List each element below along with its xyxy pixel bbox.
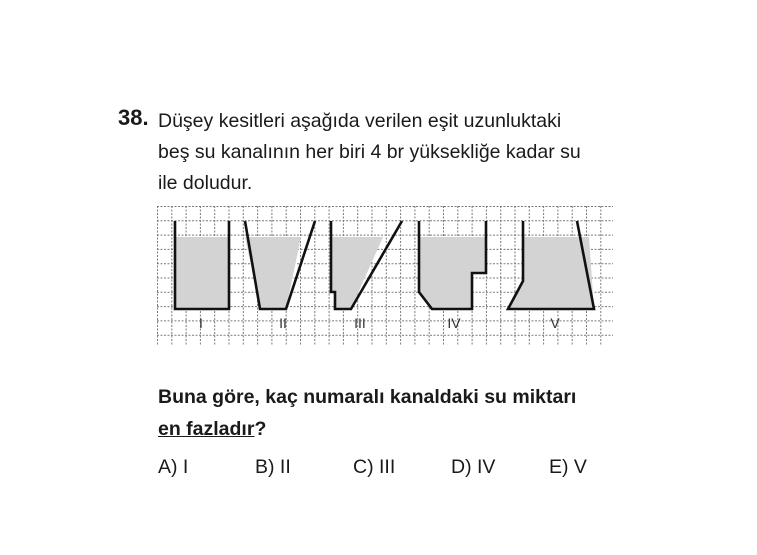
channel-grid-svg xyxy=(157,206,613,346)
prompt-line-2 xyxy=(158,413,576,445)
channel-label-2: II xyxy=(279,315,287,331)
choice-d-letter: D) xyxy=(451,456,472,478)
channel-cross-sections-figure xyxy=(157,206,613,351)
question-prompt xyxy=(158,381,576,445)
water-fills xyxy=(175,237,594,309)
choice-a[interactable] xyxy=(158,456,188,479)
channel-labels xyxy=(199,315,560,331)
choice-d-text: IV xyxy=(477,456,496,478)
choice-e-letter: E) xyxy=(549,456,569,478)
choice-b-letter: B) xyxy=(255,456,275,478)
choice-b[interactable] xyxy=(255,456,291,479)
prompt-line-1: Buna göre, kaç numaralı kanaldaki su miktarı xyxy=(158,386,577,408)
channel-label-1: I xyxy=(199,315,203,331)
choice-a-letter: A) xyxy=(158,456,178,478)
choice-c-letter: C) xyxy=(353,456,374,478)
choice-c-text: III xyxy=(379,456,396,478)
choice-e-text: V xyxy=(573,456,587,478)
prompt-emphasis: en fazladır xyxy=(158,418,255,440)
channel-label-5: V xyxy=(550,315,560,331)
channel-label-3: III xyxy=(354,315,366,331)
water-fill-channel-1 xyxy=(175,237,229,309)
choice-c[interactable] xyxy=(353,456,395,479)
question-line-2: beş su kanalının her biri 4 br yüksekliğe kadar su xyxy=(158,141,581,163)
question-text xyxy=(158,106,628,199)
choice-e[interactable] xyxy=(549,456,587,479)
prompt-question-mark: ? xyxy=(254,418,267,440)
choice-b-text: II xyxy=(279,456,291,478)
channel-label-4: IV xyxy=(447,315,461,331)
question-line-3: ile doludur. xyxy=(158,172,253,194)
question-line-1: Düşey kesitleri aşağıda verilen eşit uzunluktaki xyxy=(158,110,562,132)
question-number: 38. xyxy=(118,105,149,130)
choice-a-text: I xyxy=(182,456,189,478)
choice-d[interactable] xyxy=(451,456,495,479)
